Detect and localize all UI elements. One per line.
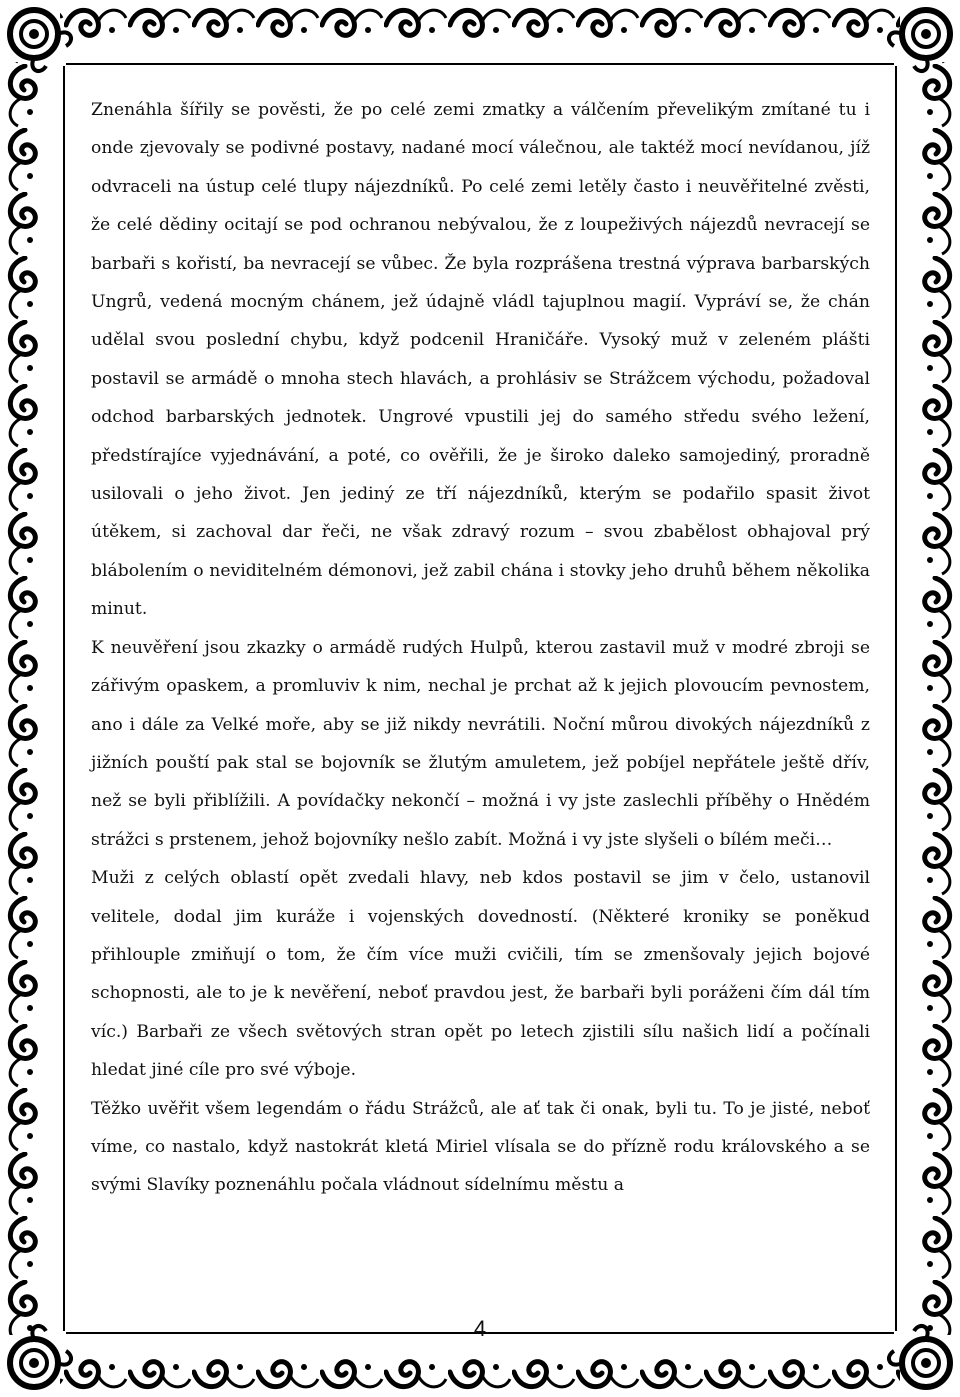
paragraph: Těžko uvěřit všem legendám o řádu Strážců, ale ať tak či onak, byli tu. To je jisté, neboť víme, co nastalo, když nastokrát kletá Miriel vlísala se do přízně rodu královského a se svými Slavíky poznenáhlu počala vládnout sídelnímu městu a: [91, 1098, 870, 1196]
page-number: 4: [473, 1316, 487, 1341]
paragraph: K neuvěření jsou zkazky o armádě rudých Hulpů, kterou zastavil muž v modré zbroji se zářivým opaskem, a promluviv k nim, nechal je prchat až k jejich plovoucím pevnostem, ano i dále za Velké moře, aby se již nikdy nevrátili. Noční můrou divokých nájezdníků z jižních pouští pak stal se bojovník se žlutým amuletem, jež pobíjel nepřátele ještě dřív, než se byli přiblížili. A povídačky nekončí – možná i vy jste zaslechli příběhy o Hnědém strážci s prstenem, jehož bojovníky nešlo zabít. Možná i vy jste slyšeli o bílém meči…: [91, 637, 870, 850]
body-text: [91, 91, 870, 1205]
border-right: [898, 62, 960, 1335]
paragraph: Znenáhla šířily se pověsti, že po celé zemi zmatky a válčením převelikým zmítané tu i onde zjevovaly se podivné postavy, nadané mocí válečnou, ale taktéž mocí nevídanou, jíž odvraceli na ústup celé tlupy nájezdníků. Po celé zemi letěly často i neuvěřitelné zvěsti, že celé dědiny ocitají se pod ochranou nebývalou, že z loupeživých nájezdů nevracejí se barbaři s kořistí, ba nevracejí se vůbec. Že byla rozprášena trestná výprava barbarských Ungrů, vedená mocným chánem, jež údajně vládl tajuplnou magií. Vypráví se, že chán udělal svou poslední chybu, když podcenil Hraničáře. Vysoký muž v zeleném plášti postavil se armádě o mnoha stech hlavách, a prohlásiv se Strážcem východu, požadoval odchod barbarských jednotek. Ungrové vpustili jej do samého středu svého ležení, předstírajíce vyjednávání, a poté, co ověřili, že je široko daleko samojediný, proradně usilovali o jeho život. Jen jediný ze tří nájezdníků, kterým se podařilo spasit život útěkem, si zachoval dar řeči, ne však zdravý rozum – svou zbabělost obhajoval prý blábolením o neviditelném démonovi, jež zabil chána i stovky jeho druhů během několika minut.: [91, 100, 870, 620]
border-top: [60, 0, 900, 62]
paragraph: Muži z celých oblastí opět zvedali hlavy, neb kdos postavil se jim v čelo, ustanovil velitele, dodal jim kuráže i vojenských dovedností. (Některé kroniky se poněkud přihlouple zmiňují o tom, že čím více muži cvičili, tím se zmenšovaly jejich bojové schopnosti, ale to je k nevěření, neboť pravdou jest, že barbaři byli poráženi čím dál tím víc.) Barbaři ze všech světových stran opět po letech zjistili sílu našich lidí a počínali hledat jiné cíle pro své výboje.: [91, 868, 870, 1081]
border-left: [0, 62, 62, 1335]
border-bottom: [60, 1335, 900, 1397]
